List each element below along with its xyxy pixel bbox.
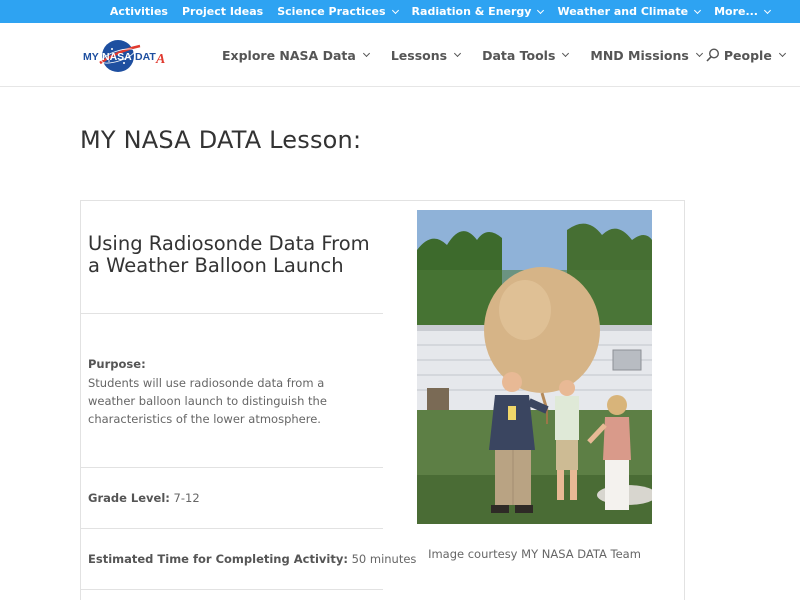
svg-text:MY: MY [83, 51, 99, 63]
chevron-down-icon [537, 6, 544, 13]
grade-level-value: 7-12 [169, 491, 200, 505]
lesson-card [80, 200, 685, 600]
chevron-down-icon [454, 50, 461, 57]
chevron-down-icon [696, 50, 703, 57]
nav-people[interactable] [724, 48, 785, 63]
main-header [0, 23, 800, 87]
divider [81, 589, 383, 590]
topnav-label: Activities [109, 5, 168, 18]
chevron-down-icon [363, 50, 370, 57]
nav-explore-nasa-data[interactable] [222, 48, 369, 63]
image-caption: Image courtesy MY NASA DATA Team [428, 547, 641, 561]
chevron-down-icon [764, 6, 771, 13]
estimated-time-value: 50 minutes [347, 552, 417, 566]
topnav-label: Science Practices [277, 5, 386, 18]
nav-data-tools[interactable] [482, 48, 568, 63]
svg-text:A: A [156, 52, 166, 67]
top-utility-bar [0, 0, 800, 23]
chevron-down-icon [694, 6, 701, 13]
topnav-label: Weather and Climate [557, 5, 689, 18]
topnav-label: More... [714, 5, 758, 18]
nav-label: Data Tools [482, 47, 556, 63]
nav-label: People [723, 47, 772, 63]
nav-label: MND Missions [590, 47, 689, 63]
nav-label: Lessons [390, 47, 448, 63]
lesson-title: Using Radiosonde Data From a Weather Balloon Launch [88, 232, 370, 277]
grade-level [88, 491, 200, 505]
topnav-item-science-practices[interactable] [277, 5, 397, 18]
topnav-label: Radiation & Energy [411, 5, 532, 18]
topnav-item-radiation-energy[interactable] [412, 5, 544, 18]
chevron-down-icon [392, 6, 399, 13]
nasa-logo-icon [82, 37, 168, 75]
estimated-time [88, 552, 416, 566]
topnav-item-weather-climate[interactable] [557, 5, 700, 18]
purpose-text: Students will use radiosonde data from a weather balloon launch to distinguish the characteristics of the lower atmosphere. [88, 376, 327, 426]
topnav-item-more[interactable] [714, 5, 770, 18]
divider [81, 313, 383, 314]
purpose-label: Purpose: [88, 357, 146, 371]
topnav-item-project-ideas[interactable] [182, 5, 263, 18]
divider [81, 528, 383, 529]
top-nav [96, 0, 770, 23]
lesson-image [417, 210, 652, 524]
nav-label: Explore NASA Data [222, 47, 356, 63]
nav-mnd-missions[interactable] [590, 48, 701, 63]
nav-lessons[interactable] [391, 48, 460, 63]
page-title: MY NASA DATA Lesson: [80, 126, 362, 154]
chevron-down-icon [779, 50, 786, 57]
topnav-label: Project Ideas [181, 5, 264, 18]
site-logo[interactable] [82, 37, 168, 75]
search-icon[interactable] [705, 47, 721, 63]
grade-level-label: Grade Level: [88, 491, 170, 505]
svg-text:NASA: NASA [102, 51, 132, 63]
svg-text:DAT: DAT [135, 51, 156, 63]
chevron-down-icon [562, 50, 569, 57]
divider [81, 467, 383, 468]
topnav-item-activities[interactable] [110, 5, 168, 18]
estimated-time-label: Estimated Time for Completing Activity: [88, 552, 348, 566]
